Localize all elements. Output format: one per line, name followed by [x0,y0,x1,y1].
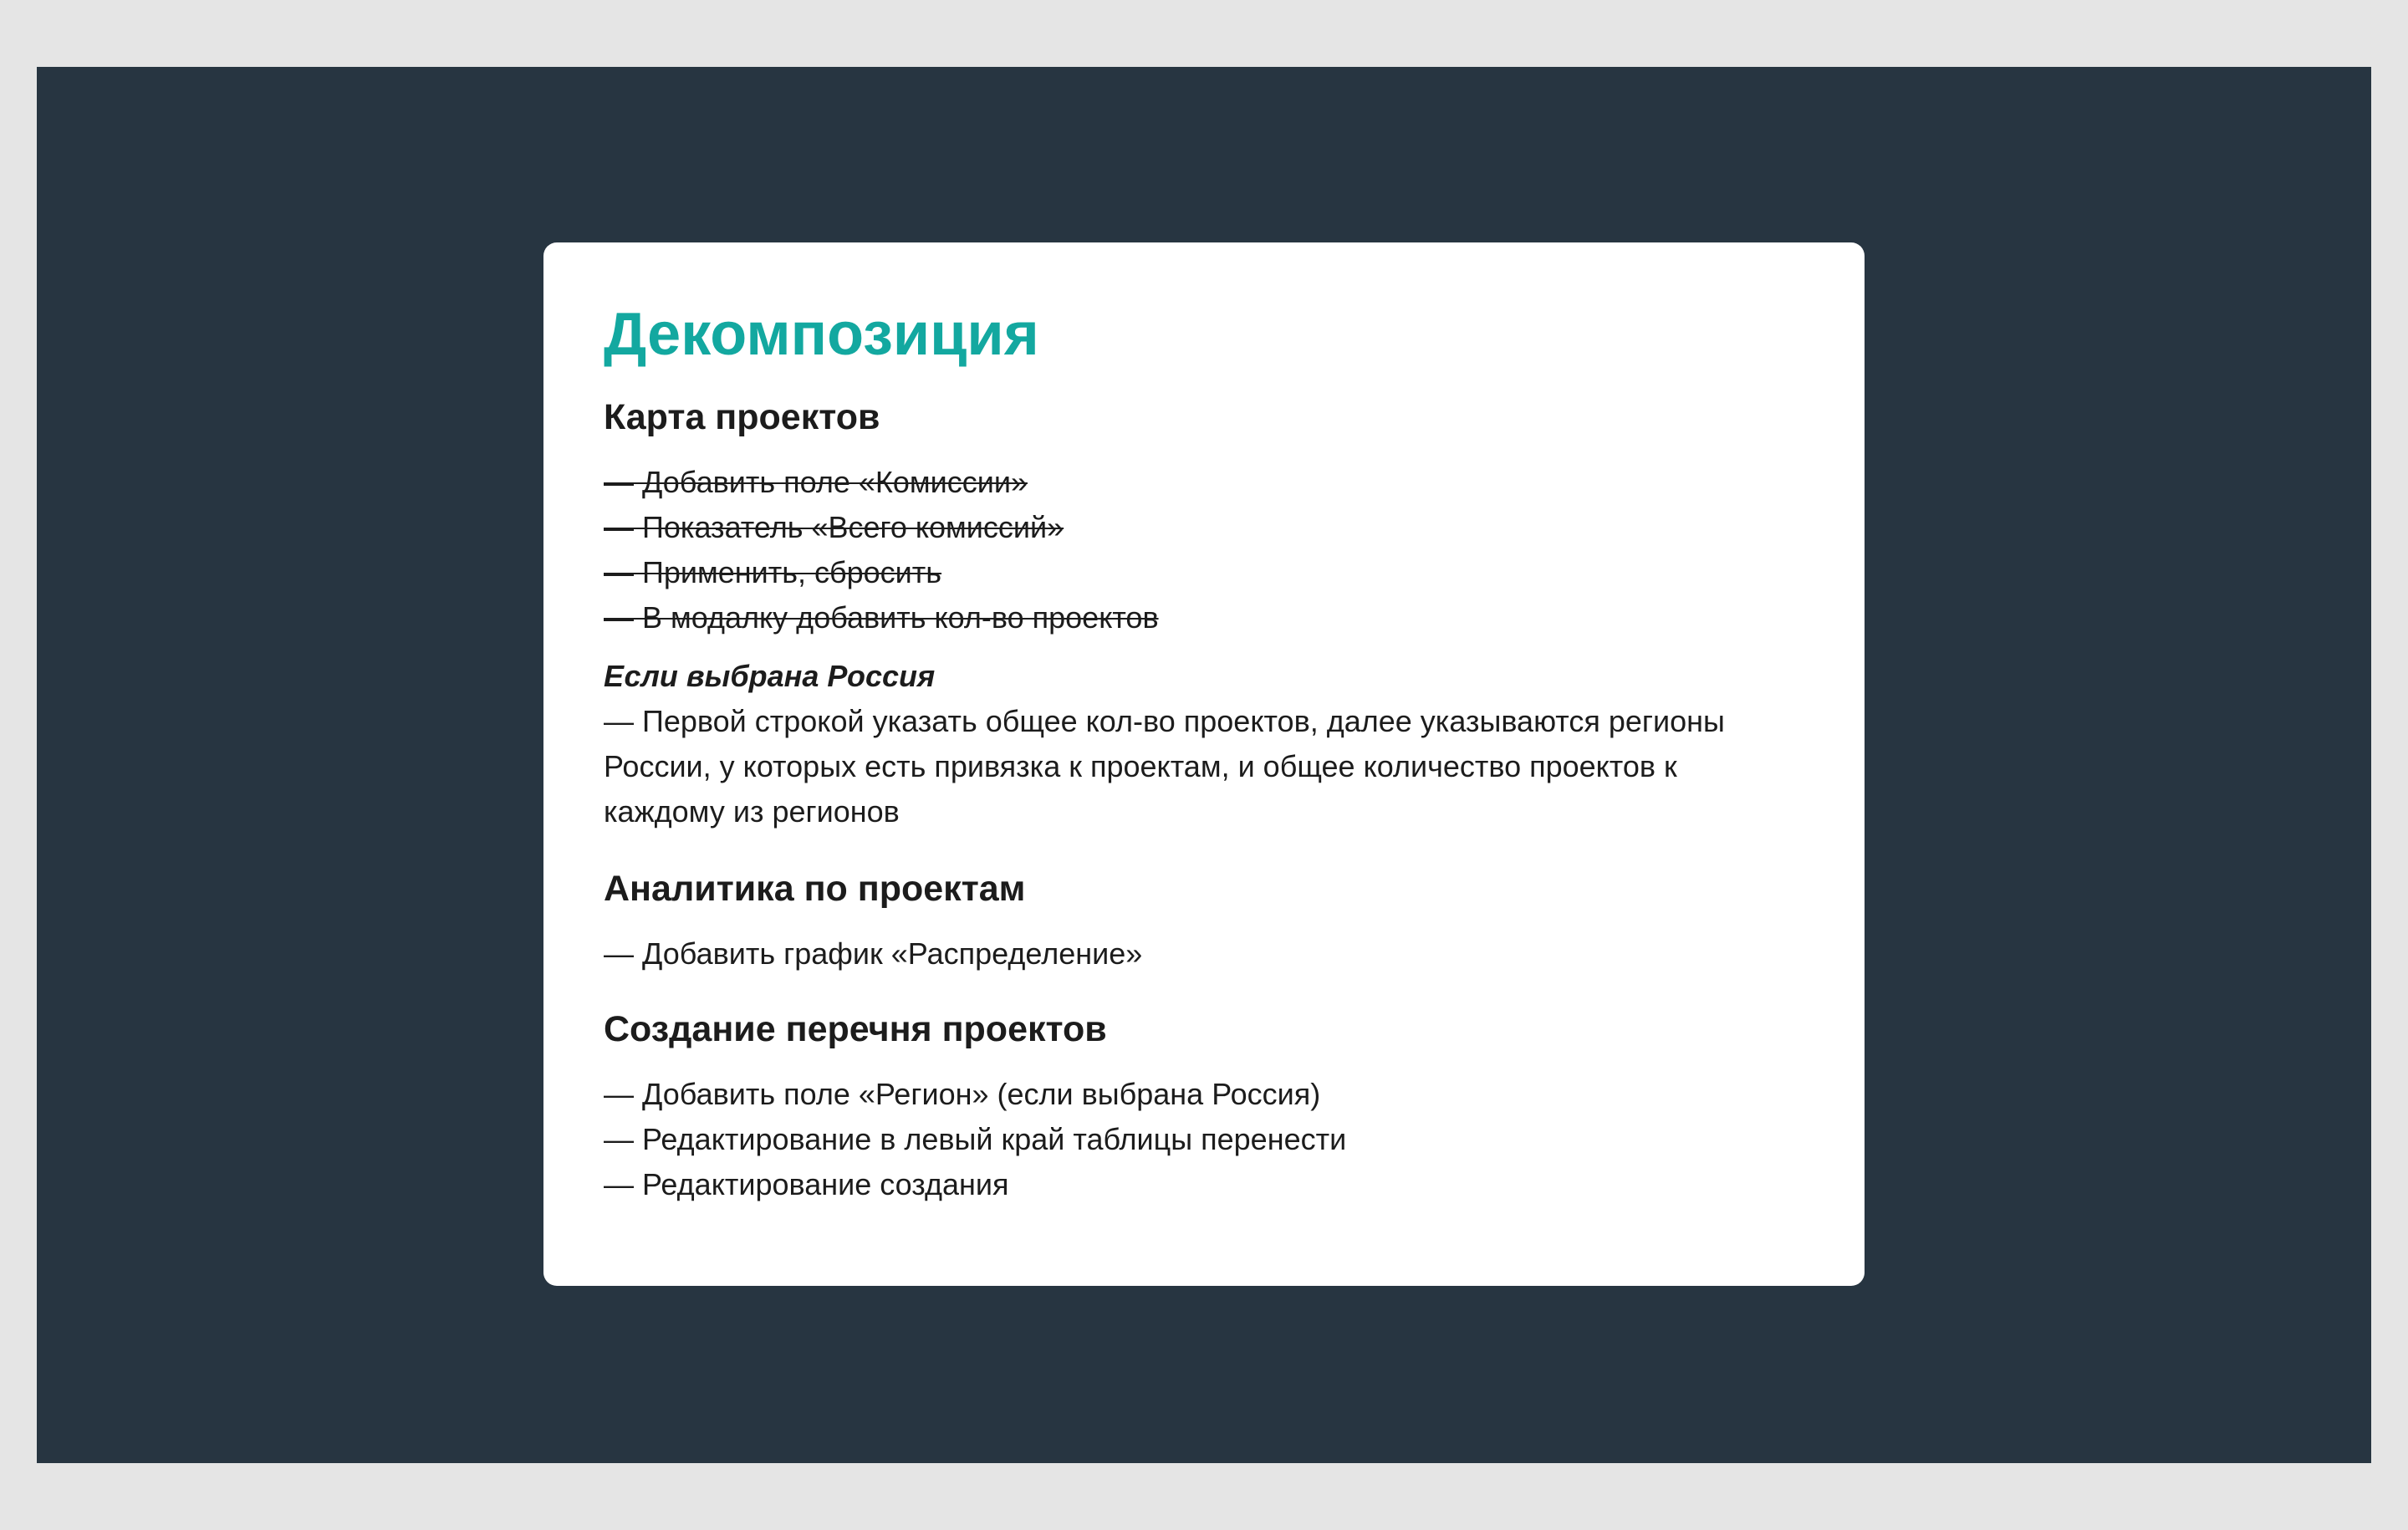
list-item: — Добавить поле «Комиссии» [604,465,1028,499]
list-item: — Применить, сбросить [604,555,942,589]
list-item: — Добавить поле «Регион» (если выбрана Россия) [604,1077,1321,1111]
project-list-creation-list [604,1072,1804,1207]
project-map-list [604,460,1804,640]
content-card [543,242,1865,1286]
section-title-analytics: Аналитика по проектам [604,869,1026,909]
section-title-project-list-creation: Создание перечня проектов [604,1009,1107,1049]
section-title-project-map: Карта проектов [604,397,880,437]
list-item: — Редактирование создания [604,1167,1009,1201]
note-title: Если выбрана Россия [604,659,936,693]
list-item: — Редактирование в левый край таблицы перенести [604,1122,1347,1156]
card-title: Декомпозиция [604,301,1039,368]
list-item: — Добавить график «Распределение» [604,936,1143,971]
list-item: — В модалку добавить кол-во проектов [604,600,1159,635]
list-item: — Показатель «Всего комиссий» [604,510,1064,544]
analytics-list [604,931,1804,977]
note-text: — Первой строкой указать общее кол-во проектов, далее указываются регионы России, у которых есть привязка к проектам, и общее количество проектов к каждому из регионов [604,704,1725,829]
slide-background [37,67,2371,1463]
